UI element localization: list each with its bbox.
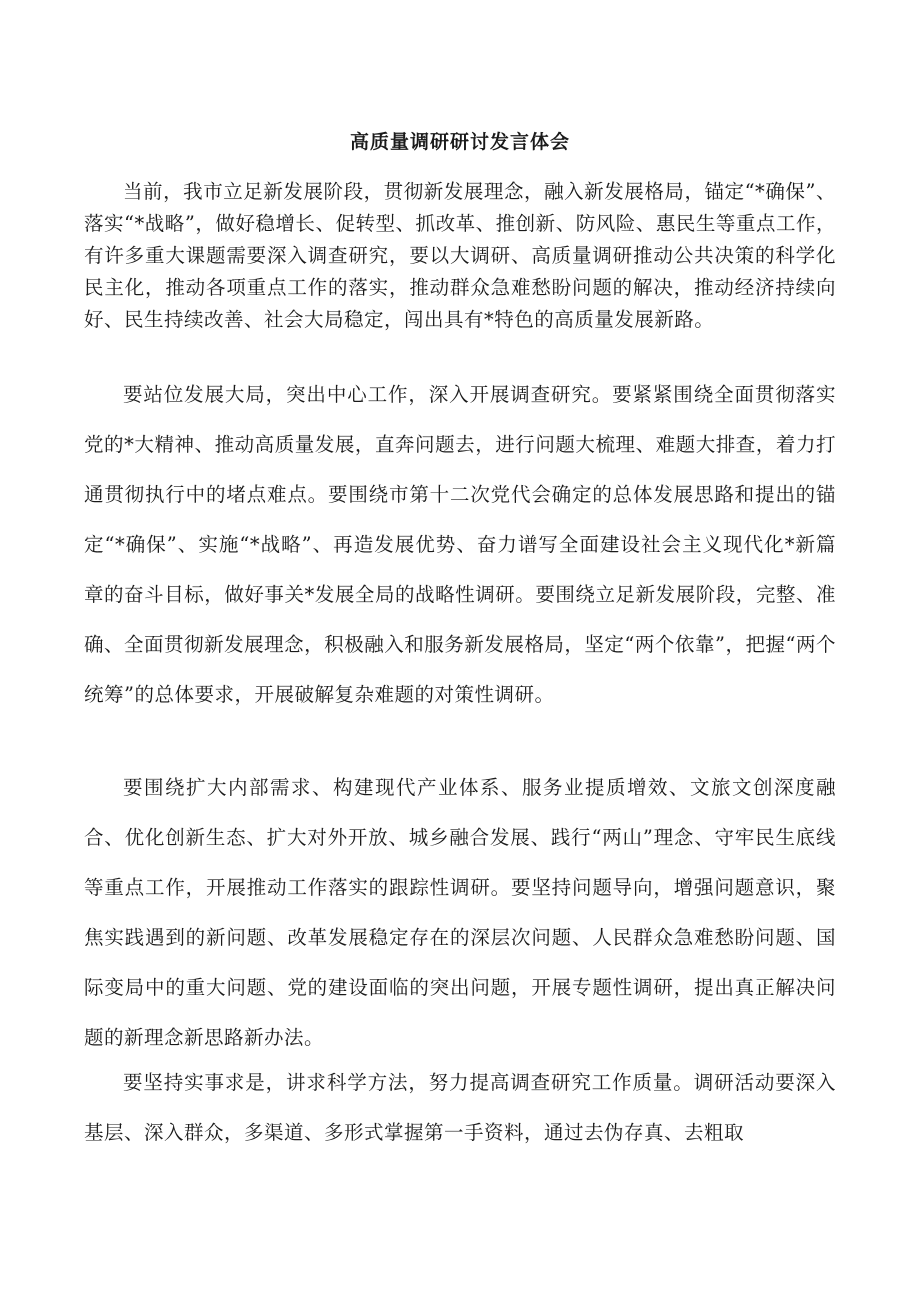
paragraph-4: 要坚持实事求是，讲求科学方法，努力提高调查研究工作质量。调研活动要深入基层、深入群众，多渠道、多形式掌握第一手资料，通过去伪存真、去粗取	[84, 1071, 836, 1144]
paragraph-2: 要站位发展大局，突出中心工作，深入开展调查研究。要紧紧围绕全面贯彻落实党的*大精神、推动高质量发展，直奔问题去，进行问题大梳理、难题大排查，着力打通贯彻执行中的堵点难点。要围绕市第十二次党代会确定的总体发展思路和提出的锚定“*确保”、实施“*战略”、再造发展优势、奋力谱写全面建设社会主义现代化*新篇章的奋斗目标，做好事关*发展全局的战略性调研。要围绕立足新发展阶段，完整、准确、全面贯彻新发展理念，积极融入和服务新发展格局，坚定“两个依靠”，把握“两个统筹”的总体要求，开展破解复杂难题的对策性调研。	[84, 383, 836, 706]
paragraph-3: 要围绕扩大内部需求、构建现代产业体系、服务业提质增效、文旅文创深度融合、优化创新生态、扩大对外开放、城乡融合发展、践行“两山”理念、守牢民生底线等重点工作，开展推动工作落实的跟踪性调研。要坚持问题导向，增强问题意识，聚焦实践遇到的新问题、改革发展稳定存在的深层次问题、人民群众急难愁盼问题、国际变局中的重大问题、党的建设面临的突出问题，开展专题性调研，提出真正解决问题的新理念新思路新办法。	[84, 776, 836, 1049]
paragraph-1: 当前，我市立足新发展阶段，贯彻新发展理念，融入新发展格局，锚定“*确保”、落实“*战略”，做好稳增长、促转型、抓改革、推创新、防风险、惠民生等重点工作，有许多重大课题需要深入调查研究，要以大调研、高质量调研推动公共决策的科学化民主化，推动各项重点工作的落实，推动群众急难愁盼问题的解决，推动经济持续向好、民生持续改善、社会大局稳定，闯出具有*特色的高质量发展新路。	[84, 180, 836, 331]
document-title: 高质量调研研讨发言体会	[349, 131, 570, 153]
